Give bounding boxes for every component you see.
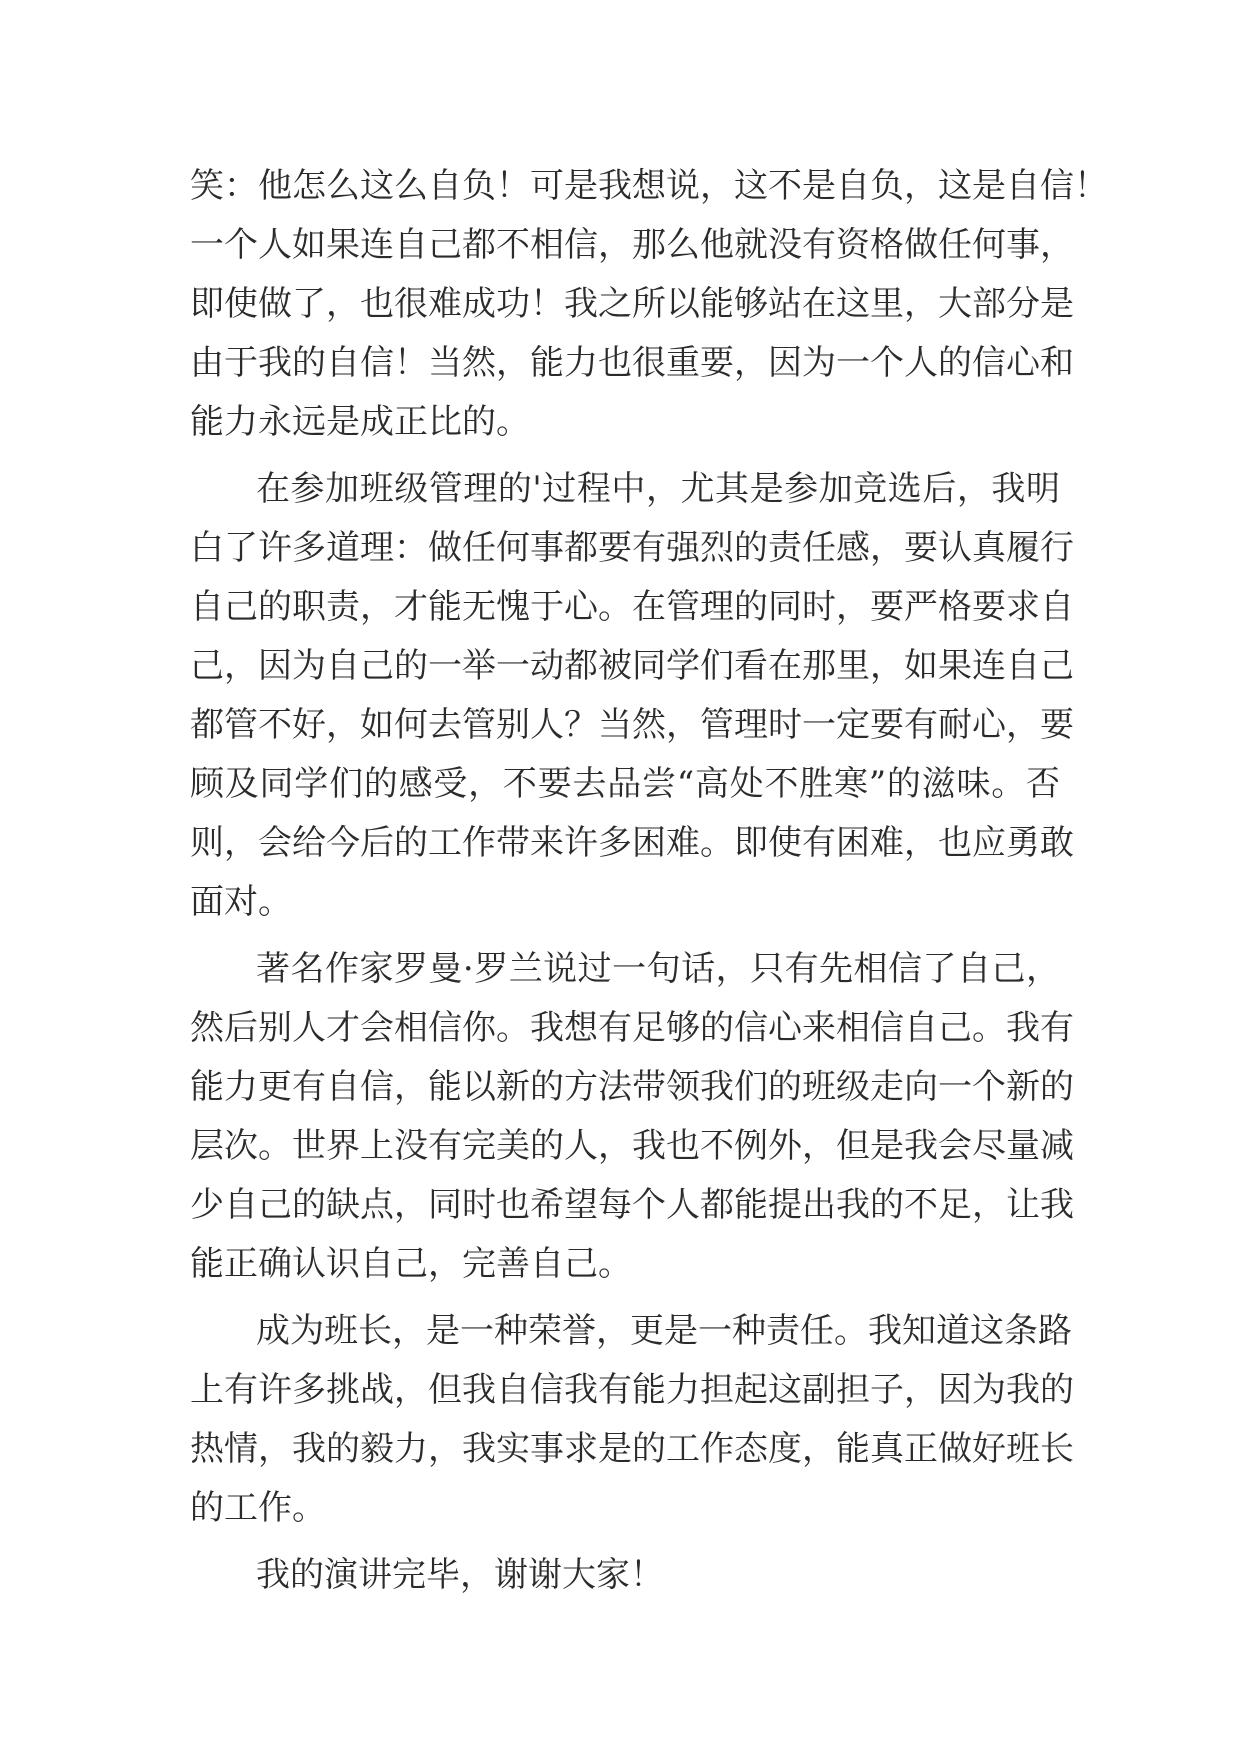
text-line: 自己的职责，才能无愧于心。在管理的同时，要严格要求自 [190, 587, 1074, 627]
text-line: 热情，我的毅力，我实事求是的工作态度，能真正做好班长 [190, 1429, 1074, 1469]
text-line: 的工作。 [190, 1488, 326, 1528]
text-line: 能力更有自信，能以新的方法带领我们的班级走向一个新的 [190, 1067, 1074, 1107]
text-line: 面对。 [190, 882, 292, 922]
text-line: 上有许多挑战，但我自信我有能力担起这副担子，因为我的 [190, 1370, 1074, 1410]
text-line: 顾及同学们的感受，不要去品尝“高处不胜寒”的滋味。否 [190, 764, 1060, 804]
paragraph-first-line: 成为班长，是一种荣誉，更是一种责任。我知道这条路 [256, 1311, 1072, 1351]
text-line: 都管不好，如何去管别人？当然，管理时一定要有耐心，要 [190, 705, 1074, 745]
paragraph-first-line: 在参加班级管理的'过程中，尤其是参加竞选后，我明 [256, 469, 1060, 509]
text-line: 能力永远是成正比的。 [190, 402, 530, 442]
text-line: 即使做了，也很难成功！我之所以能够站在这里，大部分是 [190, 284, 1074, 324]
paragraph-first-line: 著名作家罗曼·罗兰说过一句话，只有先相信了自己， [256, 949, 1060, 989]
text-line: 笑：他怎么这么自负！可是我想说，这不是自负，这是自信！ [190, 166, 1108, 206]
text-line: 然后别人才会相信你。我想有足够的信心来相信自己。我有 [190, 1008, 1074, 1048]
text-line: 白了许多道理：做任何事都要有强烈的责任感，要认真履行 [190, 528, 1074, 568]
text-line: 则，会给今后的工作带来许多困难。即使有困难，也应勇敢 [190, 823, 1074, 863]
text-line: 少自己的缺点，同时也希望每个人都能提出我的不足，让我 [190, 1185, 1074, 1225]
closing-line: 我的演讲完毕，谢谢大家！ [256, 1555, 664, 1595]
text-line: 层次。世界上没有完美的人，我也不例外，但是我会尽量减 [190, 1126, 1074, 1166]
text-line: 由于我的自信！当然，能力也很重要，因为一个人的信心和 [190, 343, 1074, 383]
text-line: 己，因为自己的一举一动都被同学们看在那里，如果连自己 [190, 646, 1074, 686]
text-line: 能正确认识自己，完善自己。 [190, 1244, 632, 1284]
text-line: 一个人如果连自己都不相信，那么他就没有资格做任何事， [190, 225, 1074, 265]
